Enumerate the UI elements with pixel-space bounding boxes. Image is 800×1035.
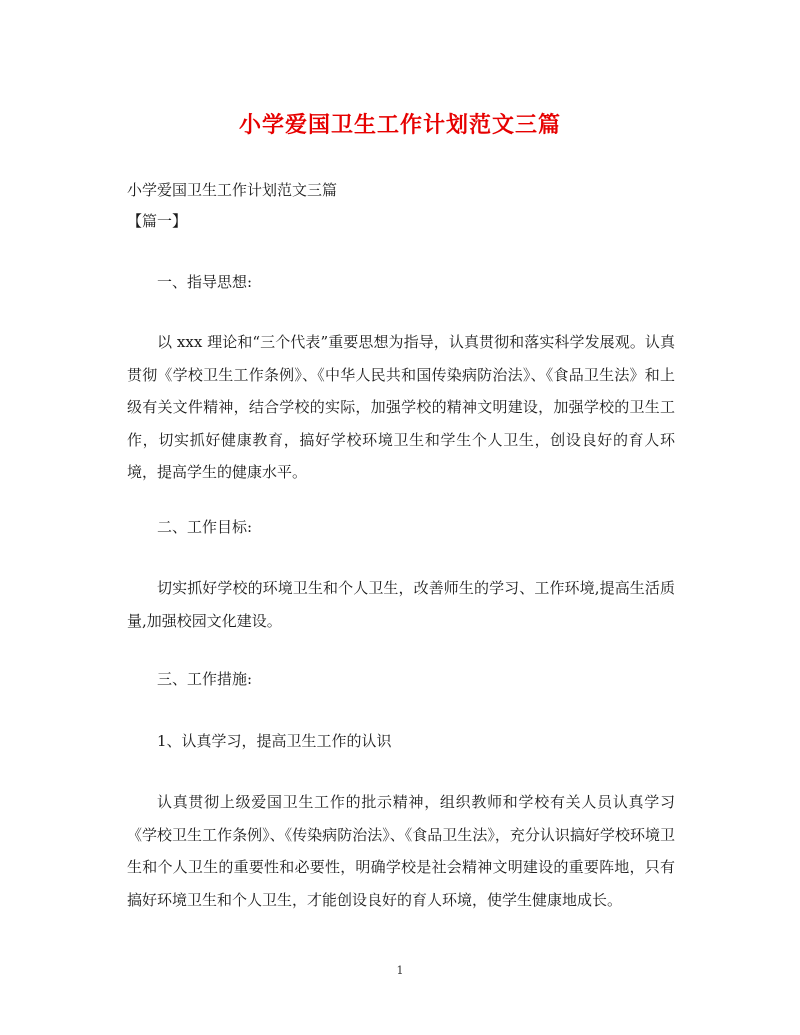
paragraph-guiding-thought: 以 xxx 理论和“三个代表”重要思想为指导，认真贯彻和落实科学发展观。认真贯彻《学校卫生工作条例》、《中华人民共和国传染病防治法》、《食品卫生法》和上级有关文件精神，结合学校的实际，加强学校的精神文明建设，加强学校的卫生工作，切实抓好健康教育，搞好学校环境卫生和学生个人卫生，创设良好的育人环境，提高学生的健康水平。 bbox=[127, 333, 675, 481]
measure-item-1: 1、认真学习，提高卫生工作的认识 bbox=[157, 732, 392, 750]
section-heading-work-goals: 二、工作目标: bbox=[157, 518, 253, 536]
part-label: 【篇一】 bbox=[127, 212, 188, 230]
section-heading-work-measures: 三、工作措施: bbox=[157, 670, 253, 688]
section-heading-guiding-thought: 一、指导思想: bbox=[157, 273, 253, 291]
page-number: 1 bbox=[396, 964, 404, 977]
paragraph-measure-1: 认真贯彻上级爱国卫生工作的批示精神，组织教师和学校有关人员认真学习《学校卫生工作条例》、《传染病防治法》、《食品卫生法》，充分认识搞好学校环境卫生和个人卫生的重要性和必要性，明确学校是社会精神文明建设的重要阵地，只有搞好环境卫生和个人卫生，才能创设良好的育人环境，使学生健康地成长。 bbox=[127, 793, 675, 909]
document-subtitle: 小学爱国卫生工作计划范文三篇 bbox=[127, 181, 338, 199]
paragraph-work-goals: 切实抓好学校的环境卫生和个人卫生，改善师生的学习、工作环境,提高生活质量,加强校园文化建设。 bbox=[127, 579, 675, 630]
document-title: 小学爱国卫生工作计划范文三篇 bbox=[238, 112, 561, 138]
